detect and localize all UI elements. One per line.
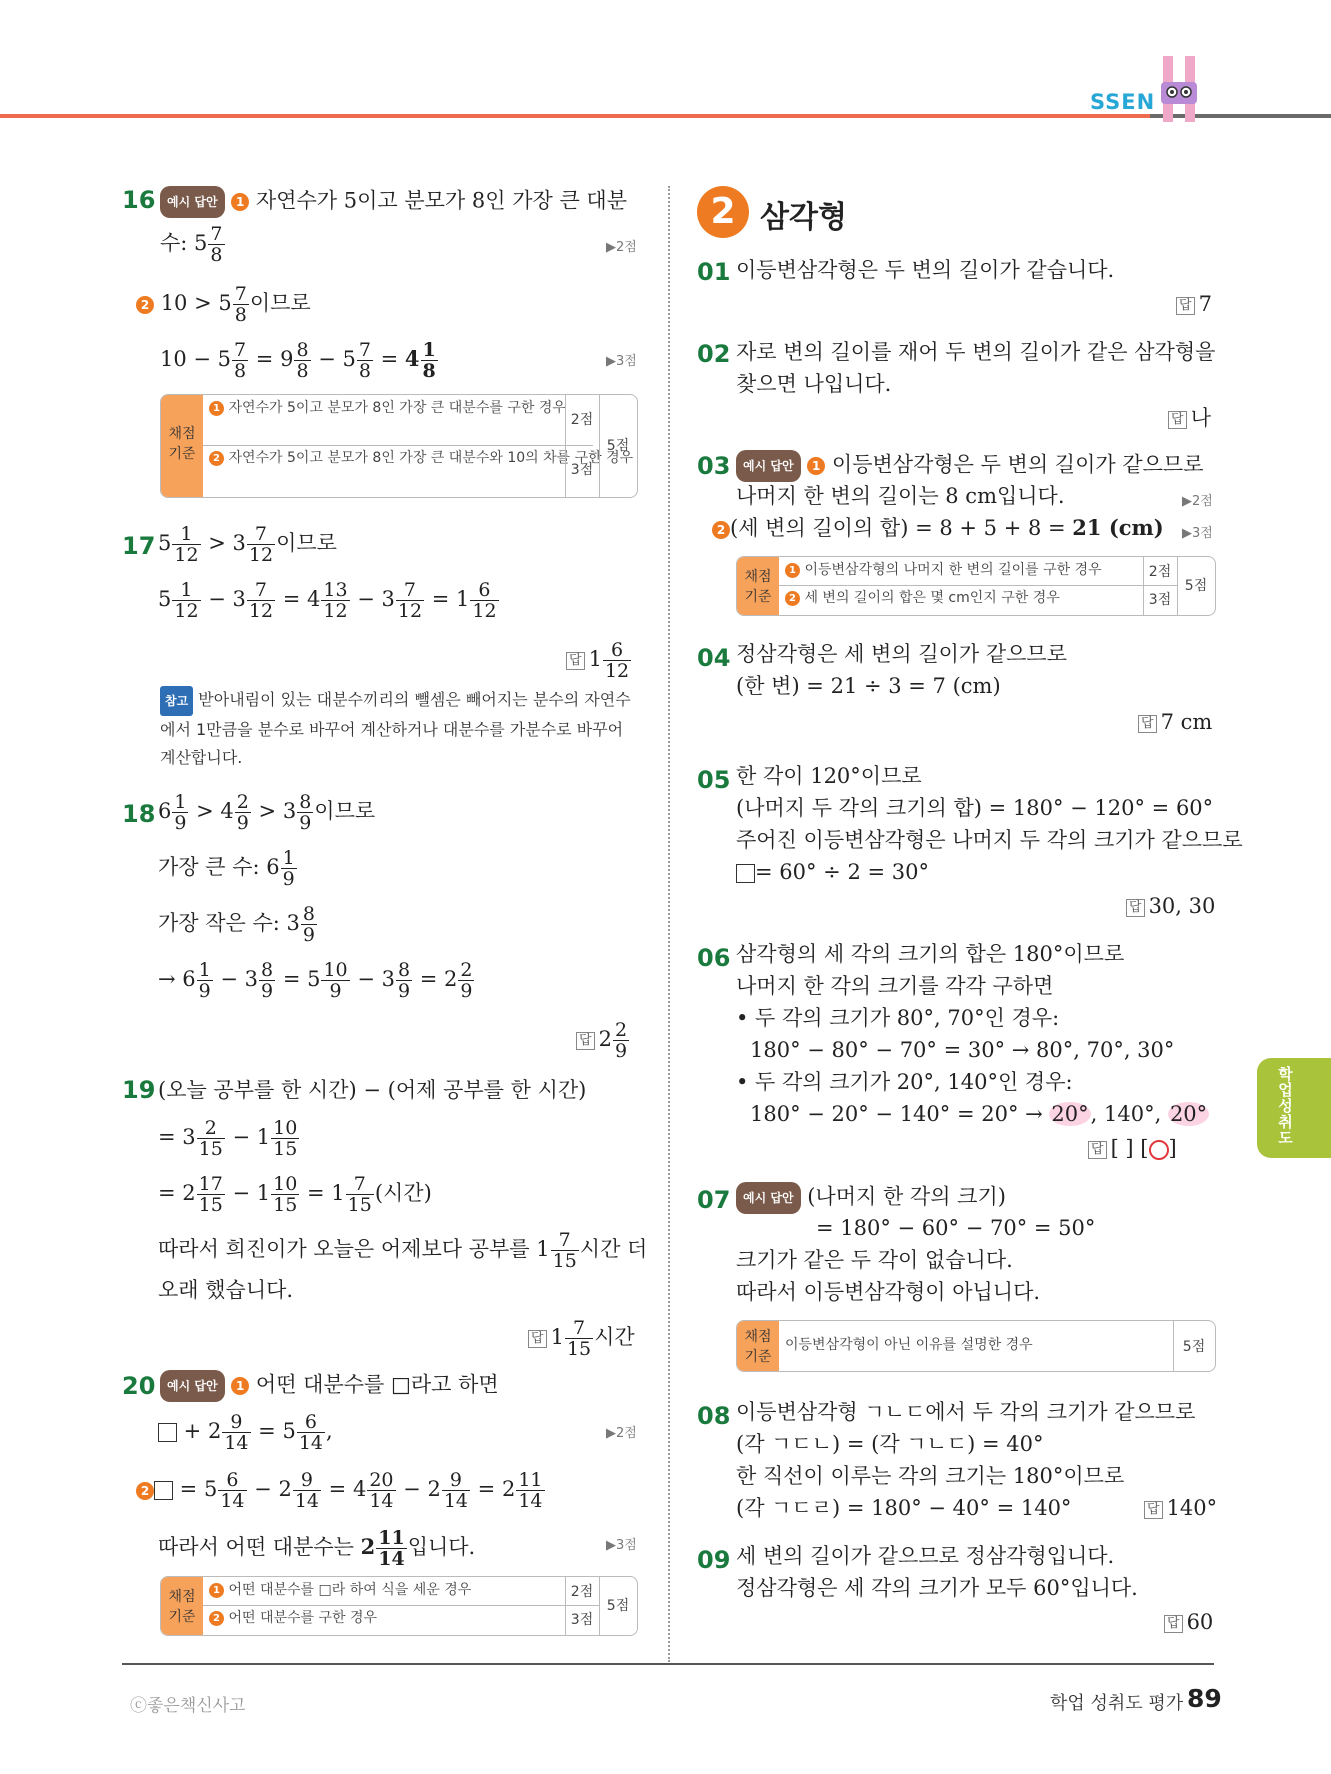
q18-line3: 가장 작은 수: 3 $\frac{8}{9}$ bbox=[158, 903, 315, 946]
q03-line3: 2 (세 변의 길이의 합) = 8 + 5 + 8 = 21 (cm) bbox=[712, 514, 1164, 542]
mascot-icon bbox=[1155, 52, 1211, 126]
q20-number: 20 bbox=[122, 1372, 156, 1400]
q16-line1: 예시 답안 1 자연수가 5이고 분모가 8인 가장 큰 대분 bbox=[160, 186, 627, 218]
q06-line6: 180° − 20° − 140° = 20° → 20°, 140°, 20° bbox=[750, 1102, 1208, 1126]
q18-answer: 답 2 $\frac{2}{9}$ bbox=[576, 1020, 630, 1061]
q08-line1: 이등변삼각형 ㄱㄴㄷ에서 두 각의 크기가 같으므로 bbox=[736, 1400, 1196, 1424]
section-title: 삼각형 bbox=[760, 200, 847, 235]
q06-number: 06 bbox=[697, 944, 731, 972]
q03-line2: 나머지 한 변의 길이는 8 cm입니다. bbox=[736, 484, 1065, 508]
q03-points-1: ▶2점 bbox=[1182, 494, 1213, 509]
q20-line3: 2 = 5 $\frac{6}{14}$ − 2 $\frac{9}{14}$ = 4 $\frac{20}{14}$ − 2 $\frac{9}{14}$ = 2 $\frac{11}{14}$ bbox=[136, 1470, 546, 1511]
q19-line4: 따라서 희진이가 오늘은 어제보다 공부를 1 $\frac{7}{15}$ 시간 더 bbox=[158, 1229, 648, 1272]
side-tab-achievement[interactable]: 학업성취도 bbox=[1257, 1058, 1331, 1158]
q17-note: 참고 받아내림이 있는 대분수끼리의 뺄셈은 빼어지는 분수의 자연수에서 1만큼을 분수로 바꾸어 계산하거나 대분수를 가분수로 바꾸어 계산합니다. bbox=[160, 686, 640, 772]
q05-answer: 답 30, 30 bbox=[1126, 892, 1215, 920]
q09-answer: 답 60 bbox=[1164, 1608, 1213, 1636]
q04-line2: (한 변) = 21 ÷ 3 = 7 (cm) bbox=[736, 674, 1001, 698]
q09-line2: 정삼각형은 세 각의 크기가 모두 60°입니다. bbox=[736, 1576, 1138, 1600]
q19-line5: 오래 했습니다. bbox=[158, 1278, 294, 1302]
circle-mark-icon bbox=[1149, 1140, 1169, 1160]
example-badge: 예시 답안 bbox=[160, 186, 225, 218]
q20-rubric: 채점 기준 1 어떤 대분수를 □라 하여 식을 세운 경우 2 어떤 대분수를 구한 경우 2점 3점 5점 bbox=[160, 1576, 638, 1636]
q06-line5: • 두 각의 크기가 20°, 140°인 경우: bbox=[736, 1070, 1073, 1094]
q02-line1: 자로 변의 길이를 재어 두 변의 길이가 같은 삼각형을 bbox=[736, 340, 1216, 364]
q07-line2: = 180° − 60° − 70° = 50° bbox=[816, 1216, 1096, 1240]
q06-line2: 나머지 한 각의 크기를 각각 구하면 bbox=[736, 974, 1054, 998]
blank-box-icon bbox=[154, 1481, 173, 1500]
q04-line1: 정삼각형은 세 변의 길이가 같으므로 bbox=[736, 642, 1067, 666]
q02-line2: 찾으면 나입니다. bbox=[736, 372, 892, 396]
q17-line2: 5 $\frac{1}{12}$ − 3 $\frac{7}{12}$ = 4 $\frac{13}{12}$ − 3 $\frac{7}{12}$ = 1 $\frac{6}{12}$ bbox=[158, 579, 497, 622]
q17-answer: 답 1 $\frac{6}{12}$ bbox=[566, 640, 632, 681]
q19-number: 19 bbox=[122, 1076, 156, 1104]
blank-box-icon bbox=[736, 864, 755, 883]
rubric-label: 채점 기준 bbox=[161, 395, 203, 497]
q04-number: 04 bbox=[697, 644, 731, 672]
q06-line3: • 두 각의 크기가 80°, 70°인 경우: bbox=[736, 1006, 1060, 1030]
q17-line1: 5 $\frac{1}{12}$ > 3 $\frac{7}{12}$ 이므로 bbox=[158, 523, 337, 566]
q08-number: 08 bbox=[697, 1402, 731, 1430]
q07-rubric: 채점 기준 이등변삼각형이 아닌 이유를 설명한 경우 5점 bbox=[736, 1320, 1216, 1372]
header-rule bbox=[0, 114, 1331, 118]
q06-line4: 180° − 80° − 70° = 30° → 80°, 70°, 30° bbox=[750, 1038, 1175, 1062]
q07-line4: 따라서 이등변삼각형이 아닙니다. bbox=[736, 1280, 1041, 1304]
q19-answer: 답 1 $\frac{7}{15}$ 시간 bbox=[528, 1318, 635, 1359]
q19-line1: (오늘 공부를 한 시간) − (어제 공부를 한 시간) bbox=[158, 1078, 587, 1102]
q05-number: 05 bbox=[697, 766, 731, 794]
q01-answer: 답 7 bbox=[1176, 290, 1212, 318]
q19-line2: = 3 $\frac{2}{15}$ − 1 $\frac{10}{15}$ bbox=[158, 1117, 298, 1160]
q05-line1: 한 각이 120°이므로 bbox=[736, 764, 922, 788]
footer-title: 학업 성취도 평가 bbox=[1050, 1693, 1184, 1714]
q07-number: 07 bbox=[697, 1186, 731, 1214]
q20-line1: 예시 답안 1 어떤 대분수를 □라고 하면 bbox=[160, 1370, 499, 1402]
q05-line4: = 60° ÷ 2 = 30° bbox=[736, 858, 929, 886]
q07-line1: 예시 답안 (나머지 한 각의 크기) bbox=[736, 1182, 1006, 1214]
step-2-icon: 2 bbox=[136, 1482, 154, 1500]
q16-line2: 수: 5 $\frac{7}{8}$ bbox=[160, 223, 223, 266]
blank-box-icon bbox=[158, 1423, 177, 1442]
q05-line2: (나머지 두 각의 크기의 합) = 180° − 120° = 60° bbox=[736, 796, 1214, 820]
q03-number: 03 bbox=[697, 452, 731, 480]
q18-line2: 가장 큰 수: 6 $\frac{1}{9}$ bbox=[158, 847, 295, 890]
q03-rubric: 채점 기준 1 이등변삼각형의 나머지 한 변의 길이를 구한 경우 2 세 변의 길이의 합은 몇 cm인지 구한 경우 2점 3점 5점 bbox=[736, 556, 1216, 616]
step-2-icon: 2 bbox=[136, 296, 154, 314]
q03-line1: 예시 답안 1 이등변삼각형은 두 변의 길이가 같으므로 bbox=[736, 450, 1203, 482]
q05-line3: 주어진 이등변삼각형은 나머지 두 각의 크기가 같으므로 bbox=[736, 828, 1243, 852]
q18-line1: 6 $\frac{1}{9}$ > 4 $\frac{2}{9}$ > 3 $\frac{8}{9}$ 이므로 bbox=[158, 791, 376, 834]
q16-number: 16 bbox=[122, 186, 156, 214]
q08-line2: (각 ㄱㄷㄴ) = (각 ㄱㄴㄷ) = 40° bbox=[736, 1432, 1044, 1456]
q16-points-1: ▶2점 bbox=[606, 240, 637, 255]
q06-answer: 답 [ ] [ ] bbox=[1088, 1134, 1177, 1162]
q04-answer: 답 7 cm bbox=[1138, 708, 1212, 736]
q02-answer: 답 나 bbox=[1168, 404, 1211, 432]
footer-rule bbox=[122, 1663, 1214, 1665]
q09-number: 09 bbox=[697, 1546, 731, 1574]
brand-logo: SSEN bbox=[1090, 90, 1156, 114]
page-number: 89 bbox=[1187, 1684, 1222, 1713]
q03-points-2: ▶3점 bbox=[1182, 526, 1213, 541]
q02-number: 02 bbox=[697, 340, 731, 368]
q08-answer: 답 140° bbox=[1144, 1494, 1217, 1522]
q16-rubric: 채점 기준 1 자연수가 5이고 분모가 8인 가장 큰 대분수를 구한 경우 2 자연수가 5이고 분모가 8인 가장 큰 대분수와 10의 차를 구한 경우 2점 3점 5점 bbox=[160, 394, 638, 498]
q01-line1: 이등변삼각형은 두 변의 길이가 같습니다. bbox=[736, 258, 1115, 282]
q07-line3: 크기가 같은 두 각이 없습니다. bbox=[736, 1248, 1013, 1272]
note-badge: 참고 bbox=[160, 686, 193, 716]
step-1-icon: 1 bbox=[231, 1377, 249, 1395]
q16-points-2: ▶3점 bbox=[606, 354, 637, 369]
section-number-badge: 2 bbox=[697, 186, 749, 238]
copyright: ⓒ좋은책신사고 bbox=[130, 1696, 246, 1716]
q16-line3: 2 10 > 5 $\frac{7}{8}$ 이므로 bbox=[136, 284, 311, 325]
q17-number: 17 bbox=[122, 532, 156, 560]
q19-line3: = 2 $\frac{17}{15}$ − 1 $\frac{10}{15}$ = 1 $\frac{7}{15}$ (시간) bbox=[158, 1173, 432, 1216]
step-1-icon: 1 bbox=[231, 193, 249, 211]
q20-points-1: ▶2점 bbox=[606, 1426, 637, 1441]
q09-line1: 세 변의 길이가 같으므로 정삼각형입니다. bbox=[736, 1544, 1115, 1568]
q01-number: 01 bbox=[697, 258, 731, 286]
q06-line1: 삼각형의 세 각의 크기의 합은 180°이므로 bbox=[736, 942, 1125, 966]
column-divider bbox=[668, 186, 670, 1662]
q18-number: 18 bbox=[122, 800, 156, 828]
q08-line3: 한 직선이 이루는 각의 크기는 180°이므로 bbox=[736, 1464, 1125, 1488]
q20-line2: + 2 $\frac{9}{14}$ = 5 $\frac{6}{14}$ , bbox=[158, 1412, 333, 1453]
q20-line4: 따라서 어떤 대분수는 2 $\frac{11}{14}$ 입니다. bbox=[158, 1527, 476, 1570]
q18-line4: → 6 $\frac{1}{9}$ − 3 $\frac{8}{9}$ = 5 $\frac{10}{9}$ − 3 $\frac{8}{9}$ = 2 $\frac{2}{9}$ bbox=[158, 959, 473, 1002]
q08-line4: (각 ㄱㄷㄹ) = 180° − 40° = 140° bbox=[736, 1496, 1072, 1520]
q20-points-2: ▶3점 bbox=[606, 1538, 637, 1553]
q16-line4: 10 − 5 $\frac{7}{8}$ = 9 $\frac{8}{8}$ − 5 $\frac{7}{8}$ = 4 $\frac{1}{8}$ bbox=[160, 339, 436, 382]
